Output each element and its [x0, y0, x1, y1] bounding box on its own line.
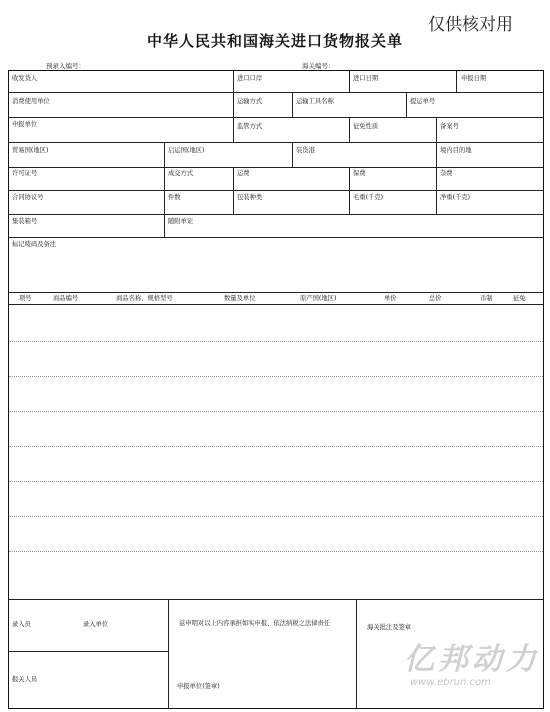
customs-approval-label: 海关批注及签章: [367, 624, 412, 631]
declarant-unit-sign-label: 申报单位(签章): [177, 683, 220, 690]
header-item-no: 项号: [19, 295, 32, 302]
watermark-brand: 亿邦动力: [404, 642, 540, 677]
license-no-label: 许可证号: [12, 170, 38, 177]
header-goods-name: 商品名称、规格型号: [116, 295, 173, 302]
freight-label: 运费: [237, 170, 250, 177]
attached-docs-label: 随附单证: [168, 218, 194, 225]
container-no-label: 集装箱号: [12, 218, 38, 225]
insurance-label: 保费: [353, 170, 366, 177]
entry-unit-label: 录入单位: [83, 621, 109, 628]
header-currency: 币制: [480, 295, 493, 302]
consumer-label: 消费使用单位: [12, 98, 50, 105]
watermark-url: www.ebrun.com: [410, 677, 491, 688]
customs-no-label: 海关编号：: [302, 62, 335, 70]
page-title: 中华人民共和国海关进口货物报关单: [146, 32, 403, 50]
declarant-label: 申报单位: [12, 121, 38, 128]
contract-no-label: 合同协议号: [12, 194, 44, 201]
declaration-statement: 兹申明对以上内容承担如实申报、依法纳税之法律责任: [179, 620, 331, 627]
header-qty-unit: 数量及单位: [224, 295, 256, 302]
pre-entry-no-label: 预录入编号：: [46, 62, 85, 70]
misc-fee-label: 杂费: [440, 170, 453, 177]
entry-clerk-label: 录入员: [12, 621, 31, 628]
trade-country-label: 贸易国(地区): [12, 147, 49, 154]
header-goods-code: 商品编号: [53, 295, 79, 302]
bill-no-label: 提运单号: [410, 98, 436, 105]
header-exemption: 征免: [513, 295, 526, 302]
port-stop-label: 装货港: [296, 147, 315, 154]
declaration-form: [8, 70, 544, 709]
tax-nature-label: 征免性质: [353, 123, 379, 130]
gross-weight-label: 毛重(千克): [353, 194, 384, 201]
header-total-price: 总价: [429, 295, 442, 302]
import-date-label: 进口日期: [353, 75, 379, 82]
packages-label: 件数: [168, 194, 181, 201]
header-unit-price: 单价: [384, 295, 397, 302]
supervision-label: 监管方式: [237, 123, 263, 130]
stamp-for-verification: 仅供核对用: [428, 15, 513, 35]
import-port-label: 进口口岸: [237, 75, 263, 82]
ebrun-watermark: [404, 643, 548, 688]
transport-mode-label: 运输方式: [237, 98, 263, 105]
transport-name-label: 运输工具名称: [296, 98, 334, 105]
declare-date-label: 申报日期: [461, 75, 487, 82]
origin-country-label: 启运国(地区): [168, 147, 205, 154]
declarant-person-label: 报关人员: [12, 676, 38, 683]
net-weight-label: 净重(千克): [440, 194, 471, 201]
consignee-label: 收发货人: [12, 75, 38, 82]
header-origin: 原产国(地区): [300, 295, 337, 302]
package-type-label: 包装种类: [237, 194, 263, 201]
domestic-dest-label: 境内目的地: [440, 147, 472, 154]
marks-label: 标记唛码及备注: [12, 241, 57, 248]
deal-mode-label: 成交方式: [168, 170, 194, 177]
record-no-label: 备案号: [440, 123, 459, 130]
